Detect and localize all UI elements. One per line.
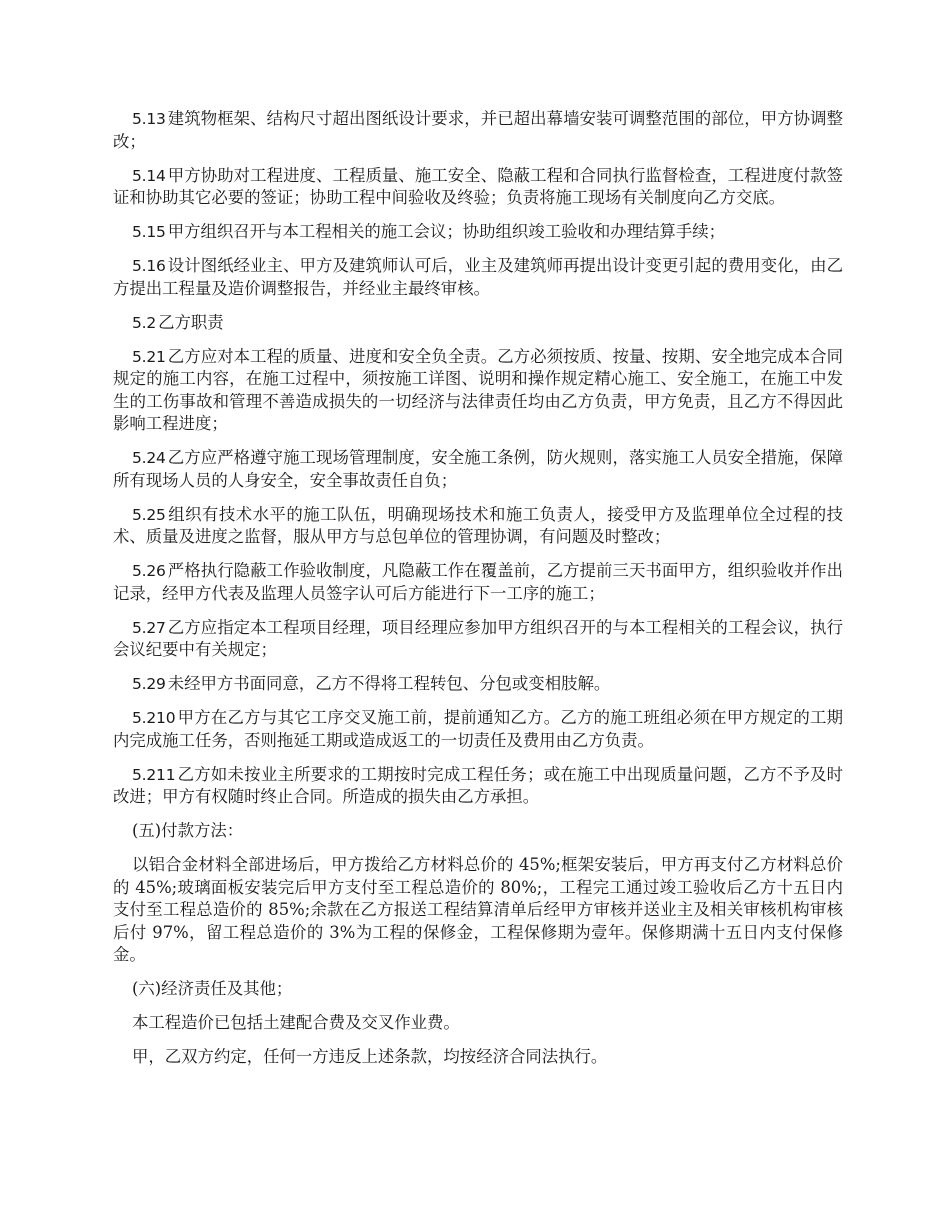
section-heading-liability [113,978,843,1001]
clause-number: 5.2 [132,313,157,332]
clause-text: 甲，乙双方约定，任何一方违反上述条款，均按经济合同法执行。 [132,1047,608,1066]
paragraph-agreement [113,1046,843,1069]
paragraph-5-25 [113,504,843,549]
clause-text: 建筑物框架、结构尺寸超出图纸设计要求，并已超出幕墙安装可调整范围的部位，甲方协调整改； [113,109,843,151]
clause-text: (五)付款方法： [132,821,244,840]
paragraph-cost-includes [113,1012,843,1035]
paragraph-5-14 [113,165,843,210]
paragraph-5-211 [113,764,843,809]
clause-text: 本工程造价已包括土建配合费及交叉作业费。 [132,1013,460,1032]
clause-text: 甲方在乙方与其它工序交叉施工前，提前通知乙方。乙方的施工班组必须在甲方规定的工期内完成施工任务，否则拖延工期或造成返工的一切责任及费用由乙方负责。 [113,708,843,750]
section-heading-5-2 [113,312,843,335]
clause-text: 设计图纸经业主、甲方及建筑师认可后，业主及建筑师再提出设计变更引起的费用变化，由乙方提出工程量及造价调整报告，并经业主最终审核。 [113,256,843,298]
clause-text: 以铝合金材料全部进场后，甲方拨给乙方材料总价的 45%;框架安装后，甲方再支付乙方材料总价的 45%;玻璃面板安装完后甲方支付至工程总造价的 80%;，工程完工通过竣工验收后乙方十五日内支付至工程总造价的 85%;余款在乙方报送工程结算清单后经甲方审核并送业主及相关审核机构审核后付 97%，留工程总造价的 3%为工程的保修金，工程保修期为壹年。保修期满十五日内支付保修金。 [113,855,843,964]
section-heading-payment [113,820,843,843]
clause-text: 乙方应指定本工程项目经理，项目经理应参加甲方组织召开的与本工程相关的工程会议，执行会议纪要中有关规定； [113,617,843,659]
clause-number: 5.25 [132,505,166,524]
clause-text: 乙方应严格遵守施工现场管理制度，安全施工条例，防火规则，落实施工人员安全措施，保障所有现场人员的人身安全，安全事故责任自负； [113,448,843,490]
clause-number: 5.211 [132,765,176,784]
clause-number: 5.16 [132,257,166,275]
clause-number: 5.15 [132,223,166,241]
clause-text: 组织有技术水平的施工队伍，明确现场技术和施工负责人，接受甲方及监理单位全过程的技术、质量及进度之监督，服从甲方与总包单位的管理协调，有问题及时整改； [113,504,843,546]
paragraph-5-29 [113,673,843,696]
clause-text: 乙方应对本工程的质量、进度和安全负全责。乙方必须按质、按量、按期、安全地完成本合同规定的施工内容，在施工过程中，须按施工详图、说明和操作规定精心施工、安全施工，在施工中发生的工伤事故和管理不善造成损失的一切经济与法律责任均由乙方负责，甲方免责，且乙方不得因此影响工程进度； [113,346,843,433]
clause-number: 5.210 [132,709,176,727]
clause-text: 甲方组织召开与本工程相关的施工会议；协助组织竣工验收和办理结算手续； [167,222,725,241]
clause-number: 5.14 [132,166,166,185]
paragraph-payment-terms [113,854,843,967]
paragraph-5-24 [113,447,843,492]
clause-text: 乙方职责 [158,312,224,332]
paragraph-5-21 [113,346,843,436]
document-page [113,108,843,1080]
clause-number: 5.26 [132,562,166,580]
paragraph-5-16 [113,255,843,300]
clause-text: 甲方协助对工程进度、工程质量、施工安全、隐蔽工程和合同执行监督检查，工程进度付款签证和协助其它必要的签证；协助工程中间验收及终验；负责将施工现场有关制度向乙方交底。 [113,165,843,207]
paragraph-5-13 [113,108,843,153]
clause-number: 5.24 [132,449,166,467]
paragraph-5-26 [113,560,843,605]
clause-number: 5.29 [132,675,166,693]
paragraph-5-27 [113,617,843,662]
paragraph-5-210 [113,707,843,752]
clause-text: 严格执行隐蔽工作验收制度，凡隐蔽工作在覆盖前，乙方提前三天书面甲方，组织验收并作出记录，经甲方代表及监理人员签字认可后方能进行下一工序的施工； [113,561,843,603]
clause-number: 5.27 [132,618,166,637]
clause-number: 5.13 [132,110,166,128]
clause-text: (六)经济责任及其他； [132,979,293,998]
clause-text: 乙方如未按业主所要求的工期按时完成工程任务；或在施工中出现质量问题，乙方不予及时改进；甲方有权随时终止合同。所造成的损失由乙方承担。 [113,764,843,806]
paragraph-5-15 [113,221,843,244]
clause-number: 5.21 [132,347,166,366]
clause-text: 未经甲方书面同意，乙方不得将工程转包、分包或变相肢解。 [167,674,611,693]
